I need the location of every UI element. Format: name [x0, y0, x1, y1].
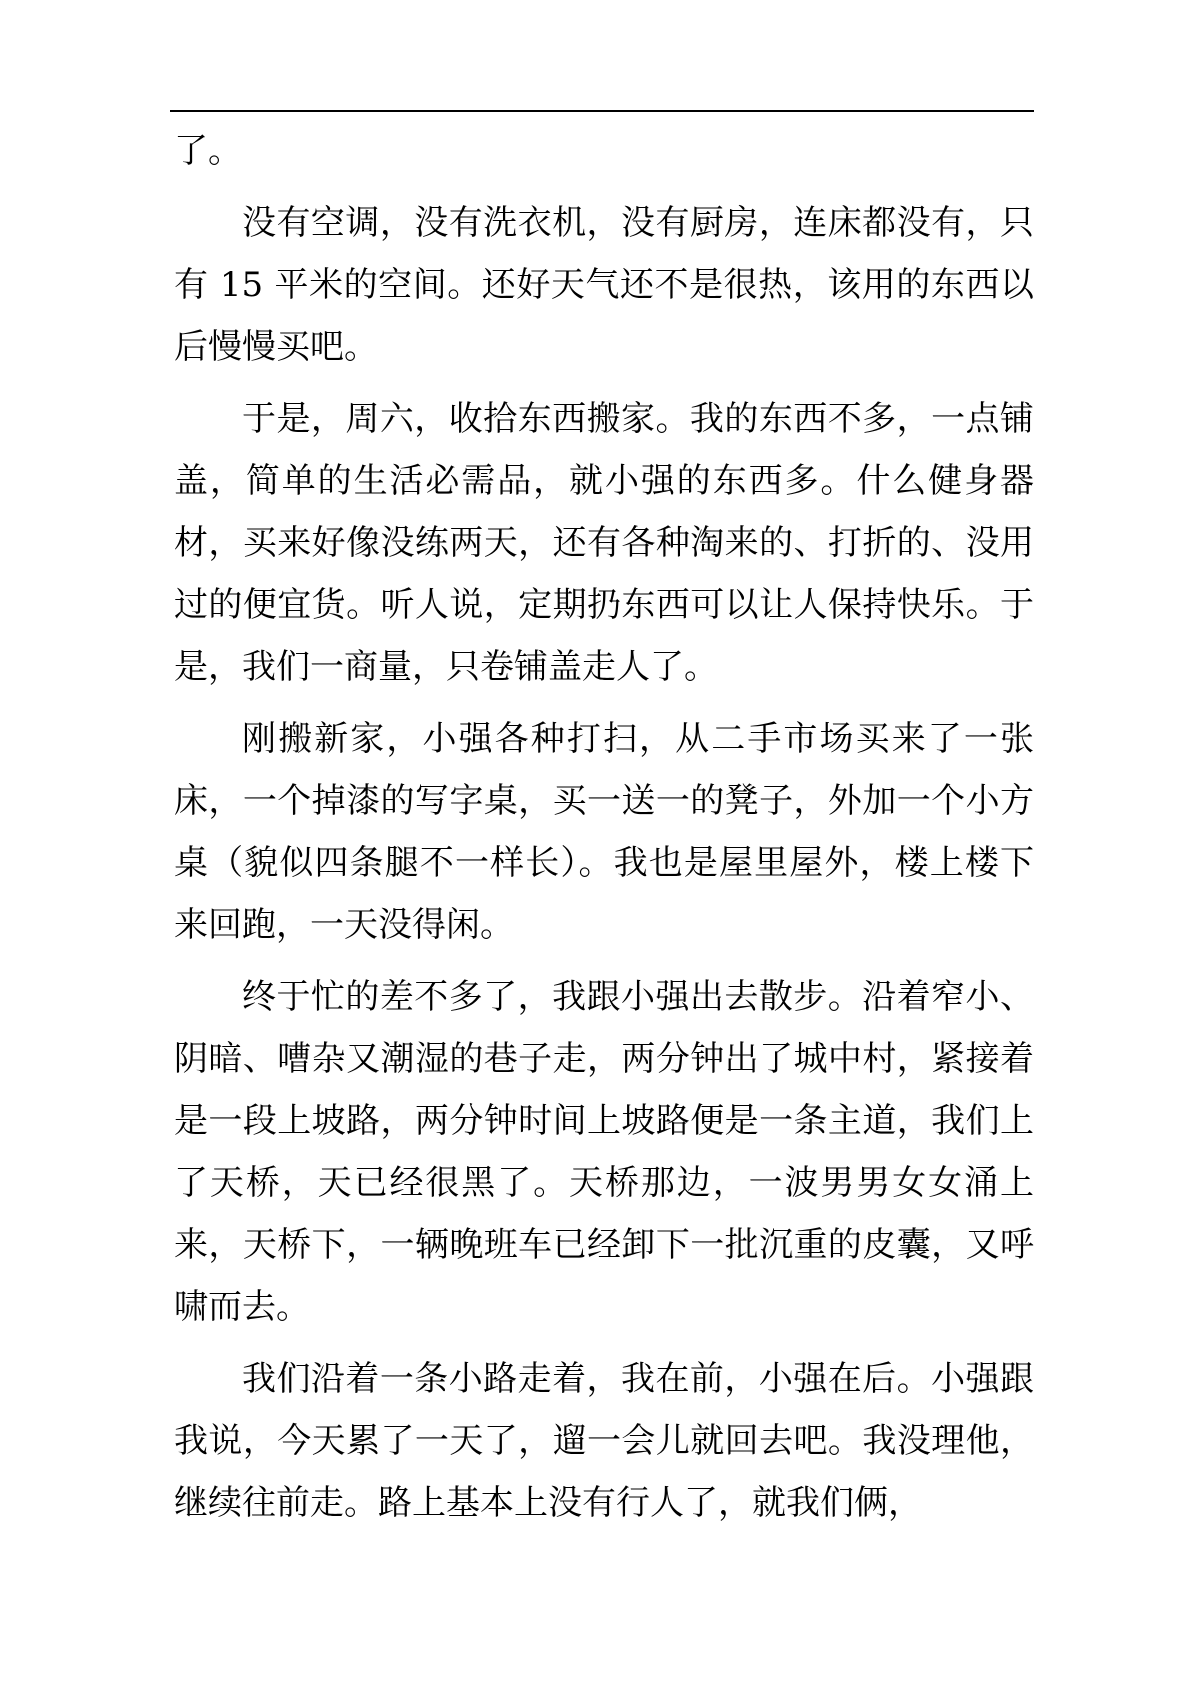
paragraph: 我们沿着一条小路走着，我在前，小强在后。小强跟我说，今天累了一天了，遛一会儿就回去吧。我没理他，继续往前走。路上基本上没有行人了，就我们俩，	[174, 1359, 1034, 1523]
header-rule	[170, 110, 1034, 112]
document-body	[174, 120, 1034, 1544]
paragraph-continuation: 了。	[174, 131, 242, 171]
paragraph: 终于忙的差不多了，我跟小强出去散步。沿着窄小、阴暗、嘈杂又潮湿的巷子走，两分钟出了城中村，紧接着是一段上坡路，两分钟时间上坡路便是一条主道，我们上了天桥，天已经很黑了。天桥那边，一波男男女女涌上来，天桥下，一辆晚班车已经卸下一批沉重的皮囊，又呼啸而去。	[174, 977, 1034, 1327]
paragraph: 没有空调，没有洗衣机，没有厨房，连床都没有，只有 15 平米的空间。还好天气还不是很热，该用的东西以后慢慢买吧。	[174, 203, 1034, 367]
paragraph: 于是，周六，收拾东西搬家。我的东西不多，一点铺盖，简单的生活必需品，就小强的东西多。什么健身器材，买来好像没练两天，还有各种淘来的、打折的、没用过的便宜货。听人说，定期扔东西可以让人保持快乐。于是，我们一商量，只卷铺盖走人了。	[174, 399, 1034, 687]
paragraph: 刚搬新家，小强各种打扫，从二手市场买来了一张床，一个掉漆的写字桌，买一送一的凳子，外加一个小方桌（貌似四条腿不一样长）。我也是屋里屋外，楼上楼下来回跑，一天没得闲。	[174, 719, 1034, 945]
